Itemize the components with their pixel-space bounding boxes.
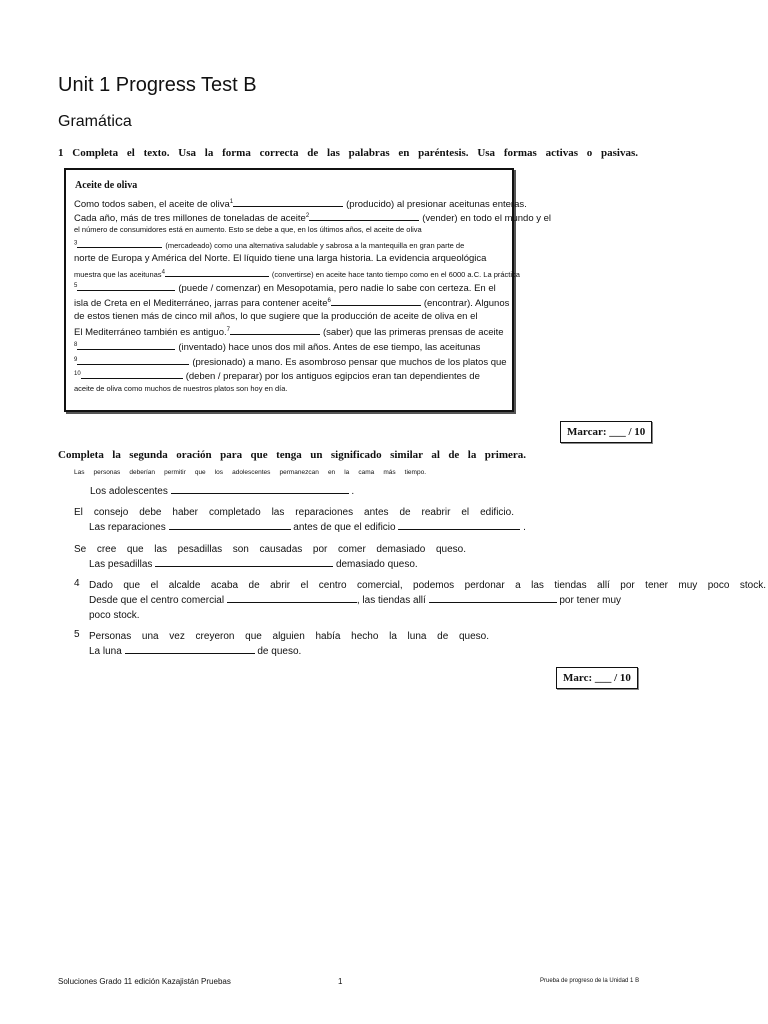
gap-number: 2 [305,212,310,219]
question2-second-sentence: Las reparaciones antes de que el edificio . [89,522,526,533]
question5 [89,629,489,659]
gap-number: 1 [229,198,234,205]
question4-second-sentence: Desde que el centro comercial , las tiendas allí por tener muy [89,595,622,606]
reading-text-line: el número de consumidores está en aumento. Esto se debe a que, en los últimos años, el aceite de oliva [74,225,422,234]
question3-second-sentence: Las pesadillas demasiado queso. [89,559,418,570]
answer-blank[interactable] [169,521,291,530]
exercise1-score: Marcar: ___ / 10 [560,421,652,443]
answer-blank[interactable] [77,356,189,365]
footer-right: Prueba de progreso de la Unidad 1 B [540,978,640,984]
answer-blank[interactable] [227,594,357,603]
answer-blank[interactable] [331,297,421,306]
question4-continuation: poco stock. [89,610,140,621]
reading-text-line: de estos tienen más de cinco mil años, lo que sugiere que la producción de aceite de oliva en el [74,311,478,322]
answer-blank[interactable] [155,558,333,567]
reading-text-line: aceite de oliva como muchos de nuestros platos son hoy en día. [74,384,288,393]
answer-blank[interactable] [81,370,183,379]
answer-blank[interactable] [77,282,175,291]
exercise2-score: Marc: ___ / 10 [556,667,638,689]
section-heading: Gramática [58,113,132,130]
gap-number: 4 [161,269,165,276]
reading-text-line: isla de Creta en el Mediterráneo, jarras para contener aceite$^6$ (encontrar). Algunos [74,297,510,309]
page-title: Unit 1 Progress Test B [58,74,257,96]
reading-text-line: $^8$ (inventado) hace unos dos mil años. Antes de ese tiempo, las aceitunas [74,341,481,353]
answer-blank[interactable] [230,326,320,335]
question2 [74,505,526,535]
answer-blank[interactable] [125,645,255,654]
gap-number: 9 [74,356,78,363]
answer-blank[interactable] [429,594,557,603]
question5-first-sentence: Personas una vez creyeron que alguien había hecho la luna de queso. [89,631,489,642]
question4-number: 4 [74,578,80,589]
reading-text-box [64,168,552,412]
reading-text-title: Aceite de oliva [75,180,138,191]
answer-blank[interactable] [77,341,175,350]
question4 [89,578,766,623]
reading-text-line: $^5$ (puede / comenzar) en Mesopotamia, pero nadie lo sabe con certeza. En el [74,282,496,294]
question4-first-sentence: Dado que el alcalde acaba de abrir el centro comercial, podemos perdonar a las tiendas allí por tener muy poco stock. [89,580,766,591]
reading-text-line: Cada año, más de tres millones de toneladas de aceite$^2$ (vender) en todo el mundo y el [74,212,552,224]
gap-number: 6 [327,297,331,304]
footer-left: Soluciones Grado 11 edición Kazajistán Pruebas [58,977,231,986]
reading-text-line: $^9$ (presionado) a mano. Es asombroso pensar que muchos de los platos que [74,356,507,368]
answer-blank[interactable] [398,521,520,530]
page-number: 1 [338,977,343,986]
answer-blank[interactable] [309,212,419,221]
gap-number: 3 [74,240,78,247]
gap-number: 5 [74,282,78,289]
question2-first-sentence: El consejo debe haber completado las reparaciones antes de reabrir el edificio. [74,507,514,518]
exercise1-instruction: 1 Completa el texto. Usa la forma correcta de las palabras en paréntesis. Usa formas activas o pasivas. [58,147,638,159]
answer-blank[interactable] [77,239,162,248]
gap-number: 7 [226,326,230,333]
question1-second-sentence: Los adolescentes . [90,486,355,497]
reading-text-line: El Mediterráneo también es antiguo.$^7$ (saber) que las primeras prensas de aceite [74,326,504,338]
reading-text-line: $^3$ (mercadeado) como una alternativa saludable y sabrosa a la mantequilla en gran parte de [74,240,465,250]
reading-text-line: $^{10}$ (deben / preparar) por los antiguos egipcios eran tan dependientes de [74,370,480,382]
question3 [74,542,466,572]
reading-text-line: norte de Europa y América del Norte. El líquido tiene una larga historia. La evidencia arqueológica [74,253,487,264]
answer-blank[interactable] [233,198,343,207]
question5-second-sentence: La luna de queso. [89,646,302,657]
exercise2-instruction: Completa la segunda oración para que tenga un significado similar al de la primera. [58,449,526,461]
answer-blank[interactable] [171,485,349,494]
gap-number: 8 [74,341,78,348]
question5-number: 5 [74,629,80,640]
question1-first-sentence: Las personas deberían permitir que los adolescentes permanezcan en la cama más tiempo. [74,469,426,476]
reading-text-line: muestra que las aceitunas$^4$ (convertirse) en aceite hace tanto tiempo como en el 6000 a.C. La práctica [74,269,520,279]
question3-first-sentence: Se cree que las pesadillas son causadas por comer demasiado queso. [74,544,466,555]
reading-text-line: Como todos saben, el aceite de oliva$^1$ (producido) al presionar aceitunas enteras. [74,198,527,210]
gap-number: 10 [74,370,81,377]
answer-blank[interactable] [165,268,269,277]
